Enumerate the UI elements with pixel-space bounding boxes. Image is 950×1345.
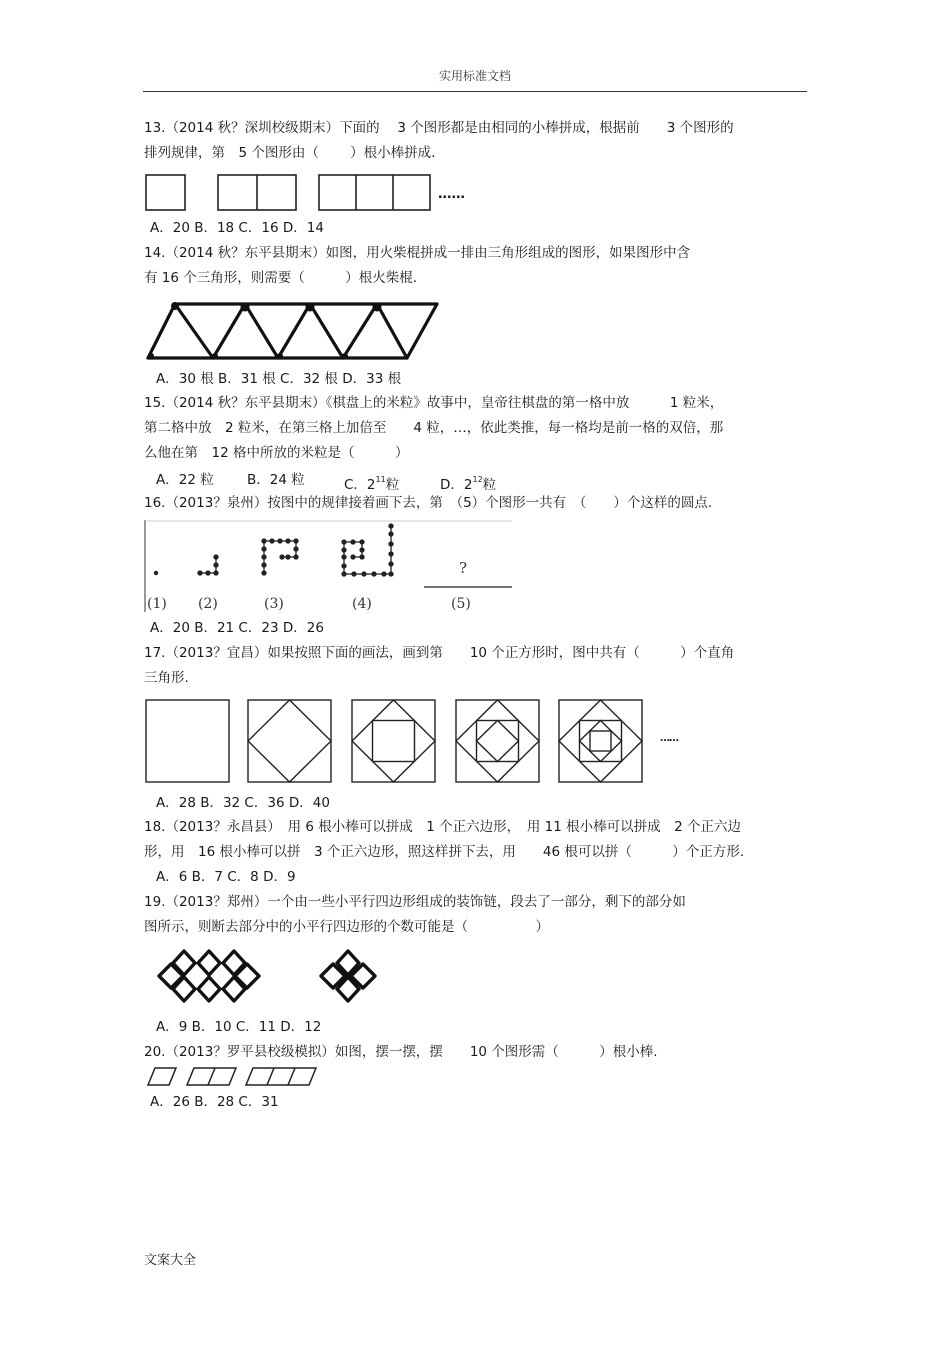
q14-options: A．30 根 B．31 根 C．32 根 D．33 根	[156, 371, 402, 387]
q14-stem-line1: 14.（2014 秋？东平县期末）如图，用火柴棍拼成一排由三角形组成的图形，如果图形中含	[144, 245, 691, 261]
q15-option-d-unit: 粒	[482, 477, 497, 493]
q15-option-d	[440, 471, 496, 494]
q18-stem-line1: 18.（2013？永昌县） 用 6 根小棒可以拼成 1 个正六边形， 用 11 根小棒可以拼成 2 个正六边	[144, 819, 742, 835]
q20-stem-line1: 20.（2013？罗平县校级模拟）如图，摆一摆，摆 10 个图形需（ ）根小棒.	[144, 1044, 658, 1060]
q15-stem-line2: 第二格中放 2 粒米，在第三格上加倍至 4 粒，…，依此类推，每一格均是前一格的双倍，那	[144, 420, 724, 436]
q13-options: A．20 B．18 C．16 D．14	[150, 220, 324, 236]
q15-stem-line1: 15.（2014 秋？东平县期末）《棋盘上的米粒》故事中，皇帝往棋盘的第一格中放 1 粒米，	[144, 395, 724, 411]
q15-option-c-unit: 粒	[385, 477, 400, 493]
page-footer: 文案大全	[144, 1253, 197, 1268]
q19-stem-line1: 19.（2013？郑州）一个由一些小平行四边形组成的装饰链，段去了一部分，剩下的部分如	[144, 894, 686, 910]
q17-nested-squares-figure	[145, 699, 650, 784]
q14-stem-line2: 有 16 个三角形，则需要（ ）根火柴棍.	[144, 270, 418, 286]
q20-parallelogram-figure	[145, 1066, 320, 1088]
q20-options: A．26 B．28 C．31	[150, 1094, 279, 1110]
q13-ellipsis: ……	[438, 186, 465, 202]
q15-option-c	[344, 471, 399, 494]
q16-question-mark: ?	[459, 559, 468, 577]
q15-option-d-exponent: 12	[472, 475, 483, 484]
q17-ellipsis: ……	[660, 733, 678, 744]
q16-label-1: (1)	[147, 596, 167, 612]
q13-stem-line1: 13.（2014 秋？深圳校级期末）下面的 3 个图形都是由相同的小棒拼成，根据前 3 个图形的	[144, 120, 734, 136]
q16-label-3: (3)	[264, 596, 284, 612]
q15-option-c-base: C．2	[344, 477, 376, 493]
q17-options: A．28 B．32 C．36 D．40	[156, 795, 330, 811]
q15-option-a: A．22 粒	[156, 472, 214, 488]
q15-option-c-exponent: 11	[375, 475, 386, 484]
q17-stem-line2: 三角形.	[144, 670, 189, 686]
q17-stem-line1: 17.（2013？宜昌）如果按照下面的画法，画到第 10 个正方形时，图中共有（ ）个直角	[144, 645, 735, 661]
q15-stem-line3: 么他在第 12 格中所放的米粒是（ ）	[144, 445, 409, 461]
q16-label-4: (4)	[352, 596, 372, 612]
q16-dot-figure	[144, 520, 514, 615]
page-header: 实用标准文档	[438, 69, 511, 83]
q15-option-d-base: D．2	[440, 477, 473, 493]
q19-chain-figure	[145, 948, 385, 1006]
q16-options: A．20 B．21 C．23 D．26	[150, 620, 324, 636]
header-rule	[143, 91, 807, 92]
q15-option-b: B．24 粒	[247, 472, 305, 488]
q13-figure	[145, 174, 475, 212]
q16-label-2: (2)	[198, 596, 218, 612]
q16-label-5: (5)	[451, 596, 471, 612]
q14-matchstick-figure	[145, 298, 440, 362]
q13-stem-line2: 排列规律，第 5 个图形由（ ）根小棒拼成.	[144, 145, 436, 161]
q18-options: A．6 B．7 C．8 D．9	[156, 869, 296, 885]
q18-stem-line2: 形，用 16 根小棒可以拼 3 个正六边形，照这样拼下去，用 46 根可以拼（ ）个正方形.	[144, 844, 745, 860]
q16-stem-line1: 16.（2013？泉州）按图中的规律接着画下去，第 （5）个图形一共有 （ ）个这样的圆点.	[144, 495, 713, 511]
q19-stem-line2: 图所示，则断去部分中的小平行四边形的个数可能是（ ）	[144, 919, 549, 935]
q19-options: A．9 B．10 C．11 D．12	[156, 1019, 322, 1035]
